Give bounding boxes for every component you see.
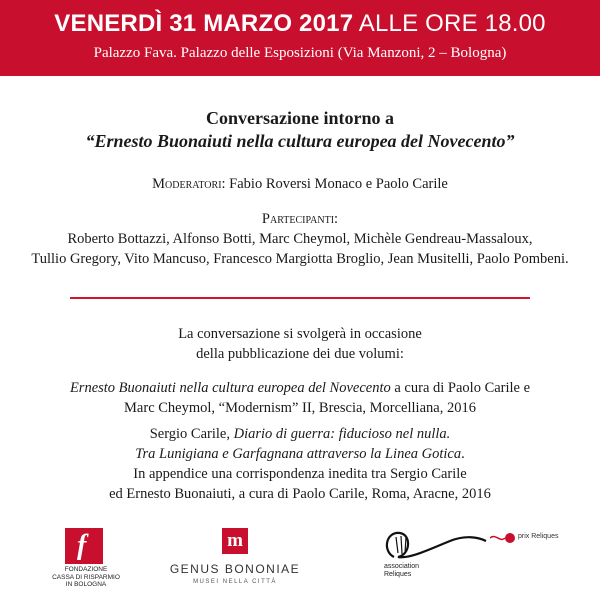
divider-rule <box>70 297 530 299</box>
event-venue: Palazzo Fava. Palazzo delle Esposizioni (Via Manzoni, 2 – Bologna) <box>93 45 507 61</box>
fondazione-text-2: CASSA DI RISPARMIO <box>52 573 120 581</box>
volume2-line-1 <box>0 424 600 444</box>
participants-line-2: Tullio Gregory, Vito Mancuso, Francesco Margiotta Broglio, Jean Musitelli, Paolo Pombeni. <box>31 251 569 267</box>
volume1-title: Ernesto Buonaiuti nella cultura europea del Novecento <box>69 380 391 396</box>
association-text-1: association <box>384 563 420 570</box>
moderators-label: Moderatori: <box>152 176 226 192</box>
prix-mark-icon <box>490 529 516 547</box>
fondazione-text <box>46 566 126 589</box>
volume2-author: Sergio Carile, <box>149 426 234 442</box>
moderators-names: Fabio Roversi Monaco e Paolo Carile <box>229 176 448 192</box>
participants-label: Partecipanti: <box>261 211 339 227</box>
participants-line-1: Roberto Bottazzi, Alfonso Botti, Marc Cheymol, Michèle Gendreau-Massaloux, <box>67 231 533 247</box>
volume2-line-4: ed Ernesto Buonaiuti, a cura di Paolo Carile, Roma, Aracne, 2016 <box>109 486 491 502</box>
event-time: ALLE ORE 18.00 <box>358 10 546 37</box>
genus-name: GENUS BONONIAE <box>169 562 301 576</box>
reliques-swirl-icon <box>380 527 490 567</box>
volume2-period: . <box>461 446 465 462</box>
occasion-line-1: La conversazione si svolgerà in occasione <box>178 326 422 342</box>
occasion-line-2: della pubblicazione dei due volumi: <box>196 346 404 362</box>
volume1-line-1 <box>0 378 600 398</box>
fondazione-text-1: FONDAZIONE <box>64 566 108 573</box>
prix-reliques-logo <box>490 527 570 557</box>
volume2-title-2: Tra Lunigiana e Garfagnana attraverso la Linea Gotica <box>135 446 462 462</box>
prix-text: prix Reliques <box>518 533 559 540</box>
volume2-title-1: Diario di guerra: fiducioso nel nulla. <box>233 426 451 442</box>
header-banner <box>0 0 600 76</box>
volume1-editors: a cura di Paolo Carile e <box>390 380 531 396</box>
genus-subtitle: MUSEI NELLA CITTÀ <box>193 579 277 585</box>
volume2-line-2 <box>0 444 600 464</box>
event-date: VENERDÌ 31 MARZO 2017 <box>54 10 354 37</box>
title-line-1: Conversazione intorno a <box>206 108 394 128</box>
fondazione-mark-letter: f <box>77 530 87 561</box>
association-text-2: Reliques <box>384 571 412 578</box>
title-line-2: “Ernesto Buonaiuti nella cultura europea del Novecento” <box>85 131 515 151</box>
genus-mark-icon: m <box>222 528 248 554</box>
volume2-line-3: In appendice una corrispondenza inedita tra Sergio Carile <box>133 466 467 482</box>
event-date-time <box>0 10 600 38</box>
fondazione-text-3: IN BOLOGNA <box>65 581 107 588</box>
fondazione-mark-icon <box>65 528 103 564</box>
association-reliques-logo <box>380 527 490 582</box>
association-text <box>384 563 419 579</box>
volume1-line-2: Marc Cheymol, “Modernism” II, Brescia, Morcelliana, 2016 <box>124 400 476 416</box>
moderators-line <box>0 174 600 194</box>
